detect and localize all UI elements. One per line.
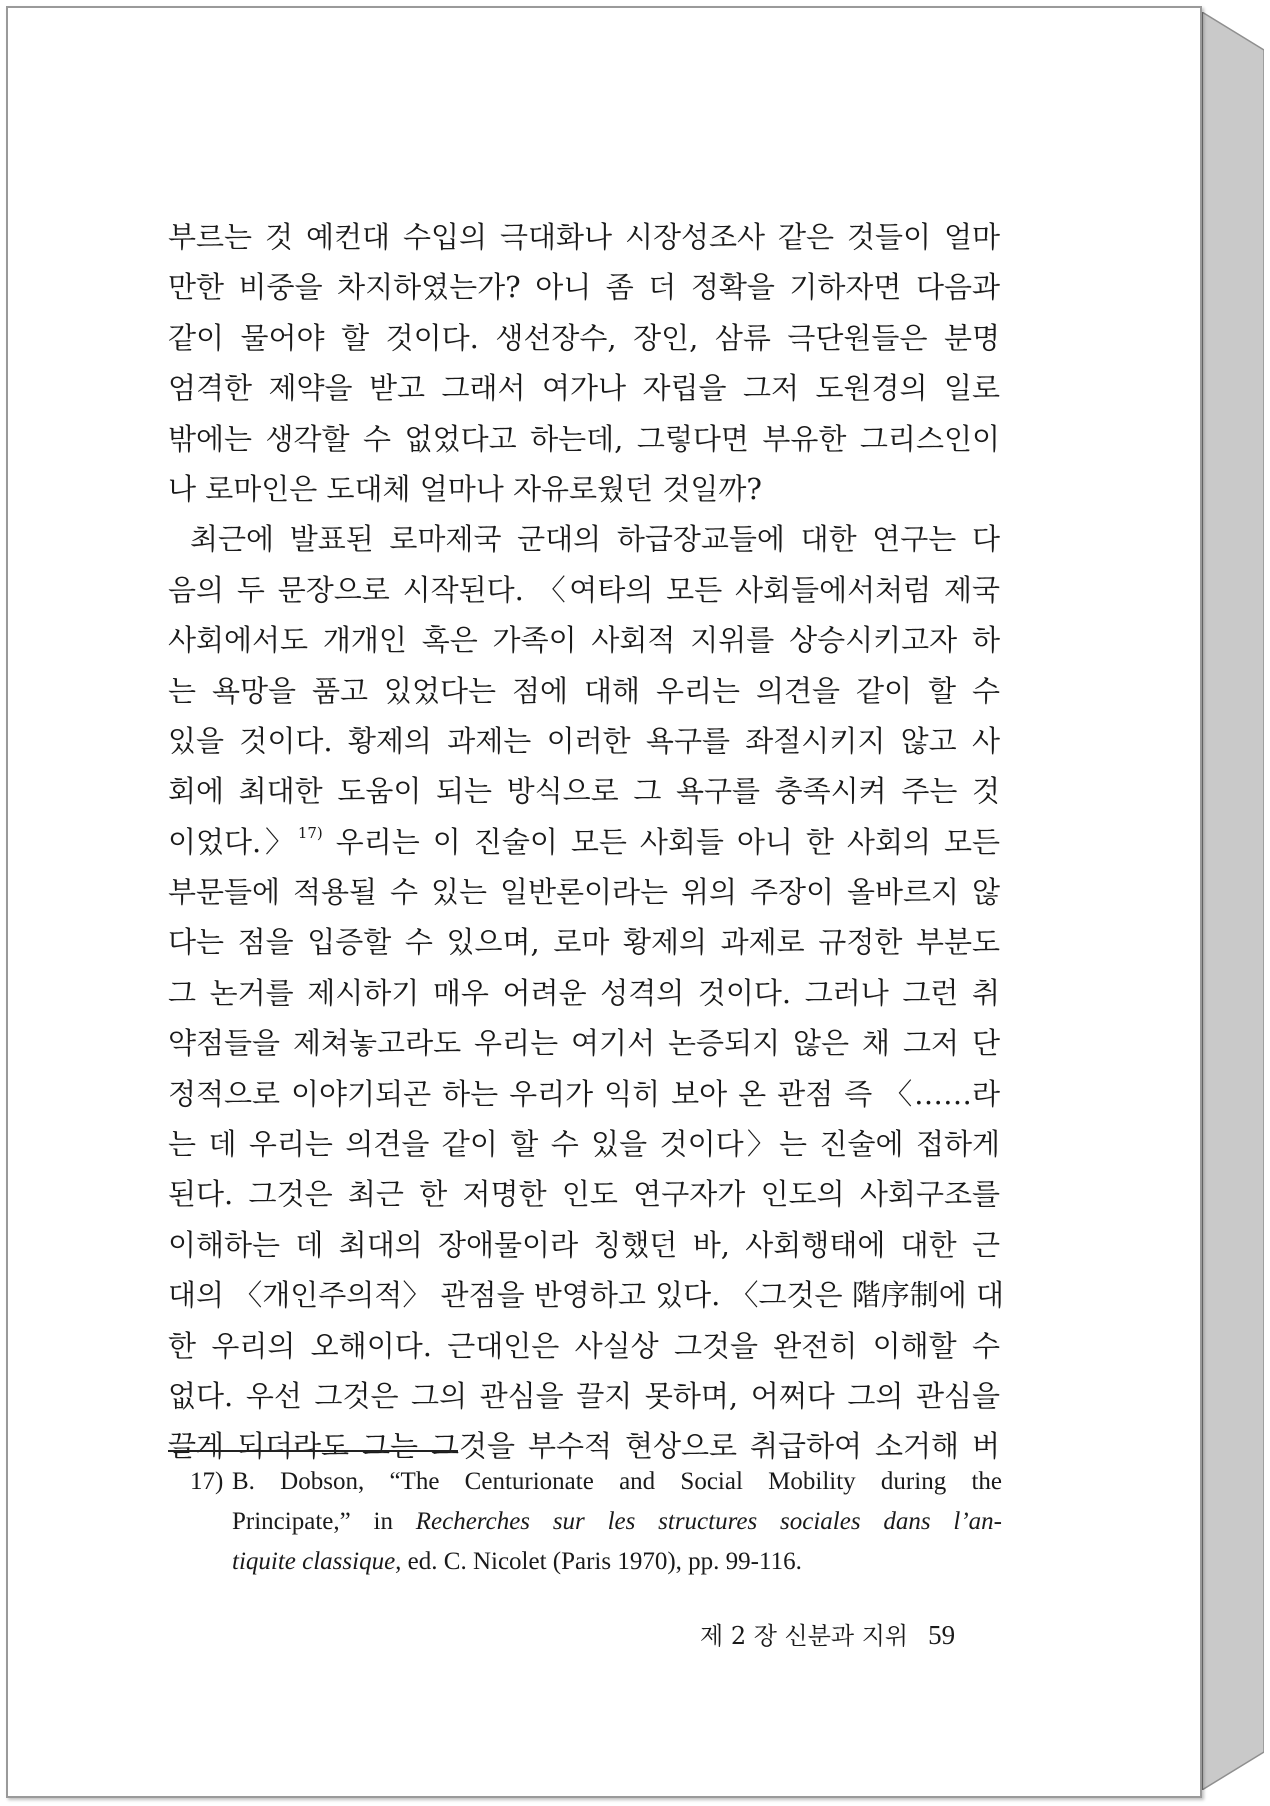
text-line: 대의 〈개인주의적〉 관점을 반영하고 있다. 〈그것은 階序制에 대 — [168, 1278, 1005, 1313]
running-footer-chapter: 제 2 장 신분과 지위 — [700, 1622, 909, 1650]
text-line: 같이 물어야 할 것이다. 생선장수, 장인, 삼류 극단원들은 분명 — [168, 320, 1000, 355]
text-line: 부르는 것 예컨대 수입의 극대화나 시장성조사 같은 것들이 얼마 — [168, 220, 1000, 254]
footnote-text: B. Dobson, “The Centurionate and Social Mobility during the — [232, 1468, 1002, 1495]
text-line: 최근에 발표된 로마제국 군대의 하급장교들에 대한 연구는 다 — [190, 522, 1000, 557]
text-line: 밖에는 생각할 수 없었다고 하는데, 그렇다면 부유한 그리스인이 — [168, 421, 1000, 456]
page-number: 59 — [928, 1620, 956, 1650]
text-line: 회에 최대한 도움이 되는 방식으로 그 욕구를 충족시켜 주는 것 — [168, 774, 1000, 809]
text-line: 음의 두 문장으로 시작된다. 〈여타의 모든 사회들에서처럼 제국 — [168, 572, 1000, 607]
book-page-edge — [1202, 12, 1264, 1790]
body-text — [168, 212, 1005, 1472]
text-line: 정적으로 이야기되곤 하는 우리가 익히 보아 온 관점 즉 〈……라 — [168, 1076, 1000, 1111]
text-line: 엄격한 제약을 받고 그래서 여가나 자립을 그저 도원경의 일로 — [168, 371, 1000, 406]
text-line: 된다. 그것은 최근 한 저명한 인도 연구자가 인도의 사회구조를 — [168, 1177, 1000, 1212]
text-line: 없다. 우선 그것은 그의 관심을 끌지 못하며, 어쩌다 그의 관심을 — [168, 1378, 1000, 1413]
text-line-with-footnote — [168, 817, 1000, 867]
text-line: 는 욕망을 품고 있었다는 점에 대해 우리는 의견을 같이 할 수 — [168, 673, 1000, 708]
footnote-italic-title: Recherches sur les structures sociales dans l’an- — [415, 1508, 1002, 1535]
text-line: 만한 비중을 차지하였는가? 아니 좀 더 정확을 기하자면 다음과 — [168, 270, 1000, 305]
footnote-number: 17) — [190, 1468, 224, 1495]
text-line: 한 우리의 오해이다. 근대인은 사실상 그것을 완전히 이해할 수 — [168, 1328, 1000, 1363]
footnote-line — [190, 1462, 1002, 1502]
text-line: 부문들에 적용될 수 있는 일반론이라는 위의 주장이 올바르지 않 — [168, 875, 1000, 910]
text-line: 다는 점을 입증할 수 있으며, 로마 황제의 과제로 규정한 부분도 — [168, 925, 1000, 960]
text-line: 이해하는 데 최대의 장애물이라 칭했던 바, 사회행태에 대한 근 — [168, 1227, 1000, 1262]
text-line: 약점들을 제쳐놓고라도 우리는 여기서 논증되지 않은 채 그저 단 — [168, 1026, 1000, 1061]
text-line: 있을 것이다. 황제의 과제는 이러한 욕구를 좌절시키지 않고 사 — [168, 723, 1000, 758]
text-fragment: 이었다.〉 — [168, 824, 298, 859]
footnote-divider — [168, 1450, 458, 1452]
text-line: 는 데 우리는 의견을 같이 할 수 있을 것이다〉는 진술에 접하게 — [168, 1127, 1000, 1162]
footnote-text: ed. C. Nicolet (Paris 1970), pp. 99-116. — [401, 1548, 802, 1575]
page-footer — [700, 1616, 980, 1651]
text-fragment: 우리는 이 진술이 모든 사회들 아니 한 사회의 모든 — [322, 824, 1000, 859]
footnote-line — [190, 1502, 1002, 1542]
text-line: 사회에서도 개개인 혹은 가족이 사회적 지위를 상승시키고자 하 — [168, 623, 1000, 658]
footnote-reference[interactable]: 17) — [297, 823, 323, 842]
footnote — [190, 1462, 1002, 1582]
text-line: 그 논거를 제시하기 매우 어려운 성격의 것이다. 그러나 그런 취 — [168, 975, 1000, 1010]
footnote-italic-title: tiquite classique, — [232, 1548, 402, 1575]
text-line: 끌게 되더라도 그는 그것을 부수적 현상으로 취급하여 소거해 버 — [168, 1429, 1000, 1464]
text-line: 나 로마인은 도대체 얼마나 자유로웠던 것일까? — [168, 471, 762, 506]
footnote-text: Principate,” in — [232, 1508, 416, 1535]
footnote-line — [190, 1542, 1002, 1582]
